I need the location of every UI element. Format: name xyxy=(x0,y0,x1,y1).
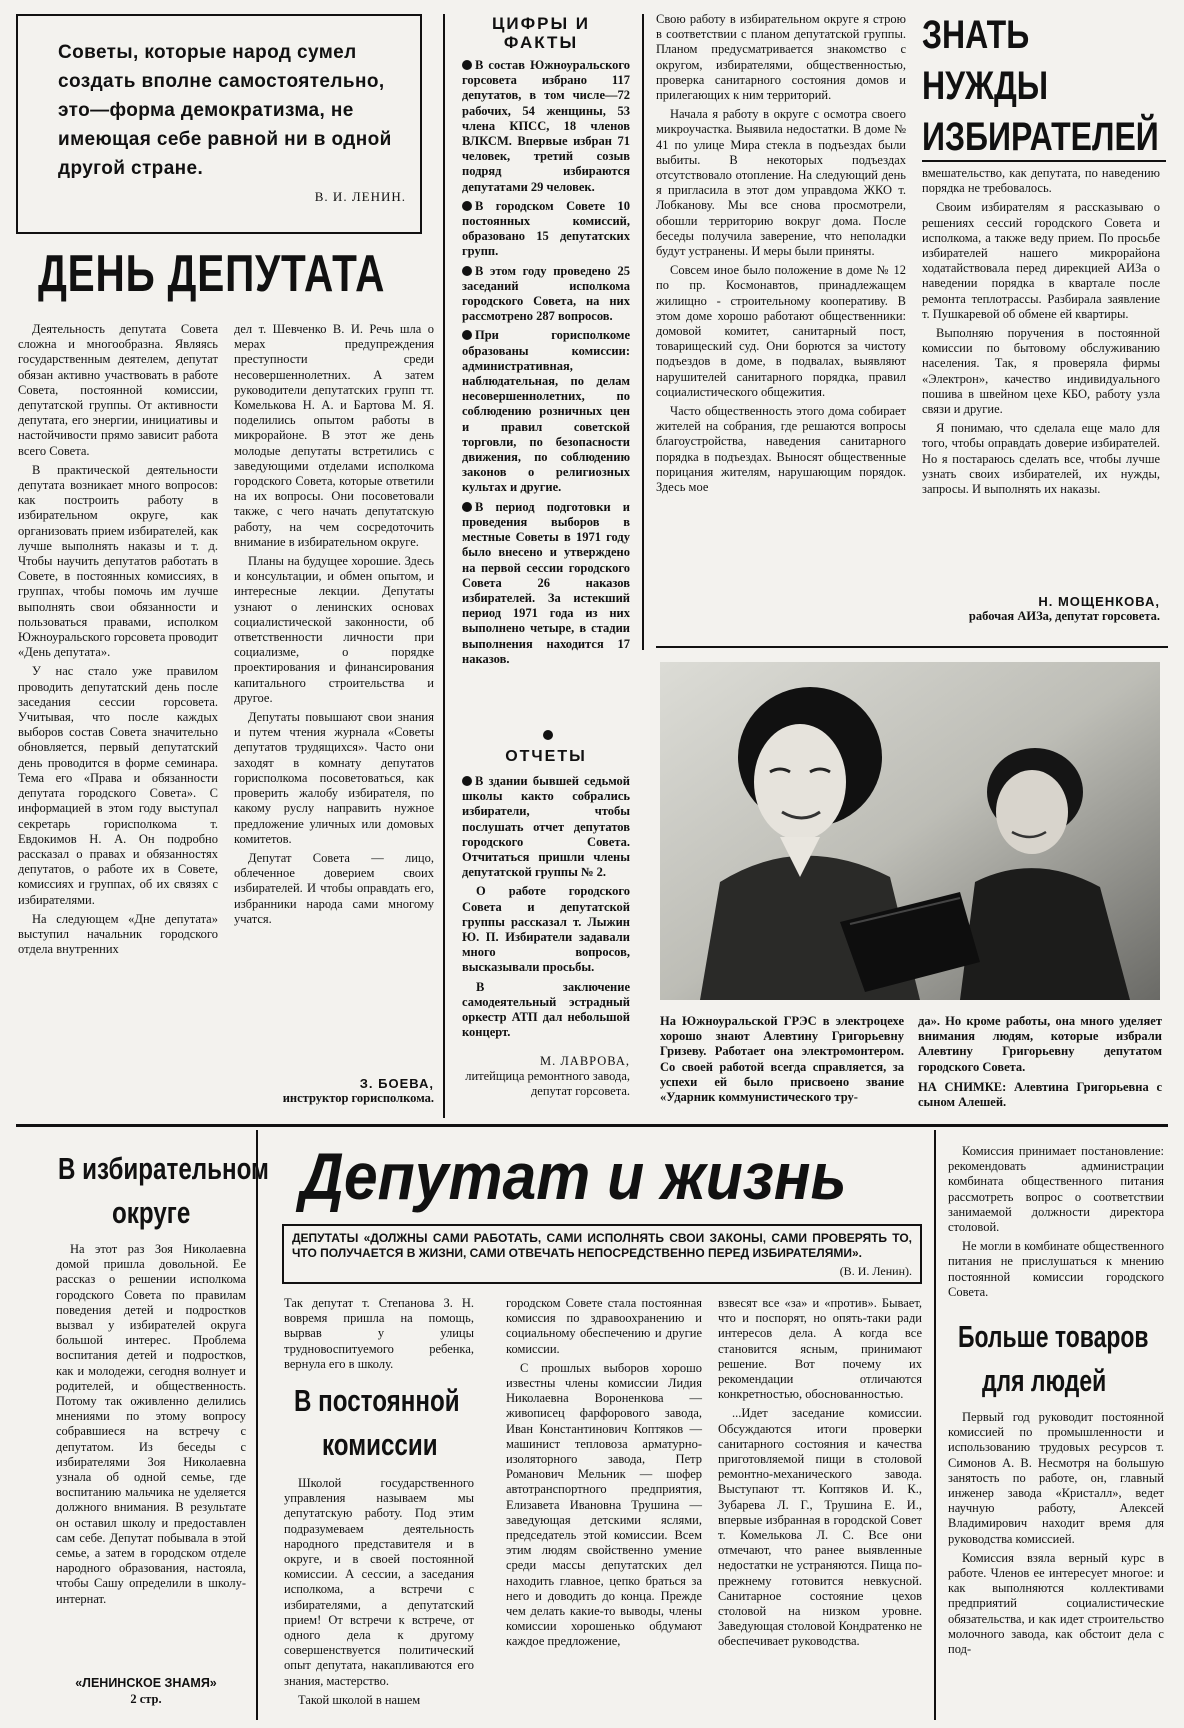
cifry-signature xyxy=(462,1054,630,1099)
cifry-title: ЦИФРЫ И ФАКТЫ xyxy=(491,14,591,52)
den-deputata-paragraph: У нас стало уже правилом проводить депутатский день после заседания сессии горсовета. Учитывая, что после каждых выборов состав Совета значительно обновляется, первый депутатский день проводится в форме семинара. Тема его «Права и обязанности депутата городского Совета». С информацией в этом году выступал секретарь горисполкома т. Евдокимов Н. А. Он подробно рассказал о правах и обязанностях депутатов, о работе их в Совете, комиссиях и группах, об их связях с избирателями. xyxy=(18,664,218,907)
znat-headline: ЗНАТЬ НУЖДЫ ИЗБИРАТЕЛЕЙ xyxy=(922,13,1159,159)
section-rule xyxy=(656,646,1168,648)
tovary-text xyxy=(948,1410,1164,1661)
znat-right-col xyxy=(922,166,1160,501)
cifry-item-text: При горисполкоме образованы комиссии: административная, наблюдательная, по делам несовершеннолетних, по соблюдению розничных цен и правил советской торговли, по безопасности движения, по соблюдению законов о религиозных культах и другие. xyxy=(462,328,630,495)
tovary-paragraph: Комиссия принимает постановление: рекомендовать администрации комбината общественного питания рассмотреть вопрос о соответствии занимаемой должности директора столовой. xyxy=(948,1144,1164,1235)
photo-image xyxy=(660,662,1160,1000)
znat-paragraph: Я понимаю, что сделала еще мало для того, чтобы оправдать доверие избирателей. Но я постараюсь сделать все, чтобы лучше узнать своих избирателей, их нужды, запросы. И выполнять их наказы. xyxy=(922,421,1160,497)
otchety-item-text: В здании бывшей седьмой школы както собрались избиратели, чтобы послушать отчет депутатов городского Совета. Отчитаться пришли члены депутатской группы № 2. xyxy=(462,774,630,880)
cifry-item-text: В состав Южноуральского горсовета избрано 117 депутатов, в том числе—72 рабочих, 54 женщины, 53 члена КПСС, 18 членов ВЛКСМ. Впервые избран 71 человек, третий созыв подряд избираются депутатами 29 человек. xyxy=(462,58,630,194)
bullet-icon xyxy=(462,60,472,70)
page-number: 2 стр. xyxy=(130,1692,162,1706)
den-deputata-paragraph: Депутат Совета — лицо, облеченное доверием своих избирателей. И чтобы оправдать его, избранники народа сами многому учатся. xyxy=(234,850,434,926)
znat-headline-rule xyxy=(922,160,1166,162)
okrug-headline-1: В избирательном xyxy=(58,1151,269,1186)
tovary-paragraph: Первый год руководит постоянной комиссией по промышленности и использованию трудовых ресурсов т. Симонов А. В. Несмотря на большую занятость по работе, он, главный инженер завода «Кристалл», ведет научную работу, Алексей Владимирович находит время для руководства комиссией. xyxy=(948,1410,1164,1546)
photo-na-snimke: НА СНИМКЕ: Алевтина Григорьевна с сыном Алешей. xyxy=(918,1080,1162,1110)
cifry-item xyxy=(462,264,630,325)
den-deputata-col2 xyxy=(234,322,434,931)
photo-caption-left: На Южноуральской ГРЭС в электроцехе хорошо знают Алевтину Григорьевну Гризеву. Работает она электромонтером. Со своей работой всегда справляется, за успехи ей было присвоено звание «Ударник коммунистического тру- xyxy=(660,1014,904,1105)
cifry-item xyxy=(462,58,630,195)
lenin-quote-box xyxy=(16,14,422,234)
den-deputata-headline: ДЕНЬ ДЕПУТАТА xyxy=(38,245,386,303)
tovary-headline-1: Больше товаров xyxy=(958,1319,1149,1354)
okrug-headline-2: округе xyxy=(112,1195,191,1230)
znat-author: Н. МОЩЕНКОВА, xyxy=(1038,594,1160,609)
komissii-intro: Так депутат т. Степанова З. Н. вовремя пришла на помощь, вырвав у улицы трудновоспитуемого ребенка, вернула его в школу. xyxy=(284,1296,474,1371)
komissii-headline-1: В постоянной xyxy=(294,1383,460,1418)
bullet-icon xyxy=(462,330,472,340)
column-rule xyxy=(256,1130,258,1720)
tovary-paragraph: Комиссия взяла верный курс в работе. Членов ее интересует многое: и как выполняются коллективами предприятий социалистические обязательства, и как идет строительство молочного завода, как обстоит дела с под- xyxy=(948,1550,1164,1657)
bullet-icon xyxy=(462,201,472,211)
okrug-paragraph: На этот раз Зоя Николаевна домой пришла довольной. Ее рассказ о решении исполкома городского Совета по правилам поведения детей и подростков вызвал у избирателей округа большой интерес. Проблема воспитания детей и подростков, как и молодежи, сегодня волнует и родителей, и общественность. Потому так оживленно делились мнениями по этому вопросу собравшиеся на встречу с депутатом. Из беседы с избирателями Зоя Николаевна узнала об одной семье, где воспитанию мальчика не уделяется должного внимания. В результате он оставил школу и предоставлен сам себе. Депутат побывала в этой семье, а затем в городском отделе народного образования, настояла, чтобы Сашу определили в школу-интернат. xyxy=(56,1242,246,1606)
den-deputata-paragraph: Деятельность депутата Совета сложна и многообразна. Являясь государственным деятелем, депутат обязан активно участвовать в работе Совета, постоянной комиссии, депутатской группы. От активности депутата, его энергии, инициативы и настойчивости прямо зависит работа всего Совета. xyxy=(18,322,218,458)
znat-paragraph: Начала я работу в округе с осмотра своего микроучастка. Выявила недостатки. В доме № 41 по улице Мира стекла в подъездах были выбиты. В некоторых подъездах отсутствовало отопление. На следующий день я пригласила в этот дом управдома ЖКО т. Лобканову. Мы все снова просмотрели, обошли территорию вокруг дома. После беседы получила заверение, что неполадки будут устранены. И меры были приняты. xyxy=(656,107,906,259)
otchety-list xyxy=(462,774,630,1044)
komissii-paragraph: взвесят все «за» и «против». Бывает, что и поспорят, но опять-таки ради интересов дела. А когда все становится ясным, принимают решение. Вот почему их рекомендации отличаются конкретностью, обоснованностью. xyxy=(718,1296,922,1402)
cifry-author-title: литейщица ремонтного завода, депутат горсовета. xyxy=(465,1069,630,1098)
paper-name: «ЛЕНИНСКОЕ ЗНАМЯ» xyxy=(75,1676,217,1690)
den-deputata-paragraph: Планы на будущее хорошие. Здесь и консультации, и обмен опытом, и интересные лекции. Депутаты узнают о ленинских основах социалистической законности, об ответственности личности при социализме, о порядке проектирования и финансирования капитального строительства и другое. xyxy=(234,554,434,705)
column-rule xyxy=(443,14,445,1118)
deputat-zhizn-quote-box xyxy=(282,1224,922,1284)
lenin-quote-author: В. И. ЛЕНИН. xyxy=(314,189,406,204)
den-deputata-paragraph: дел т. Шевченко В. И. Речь шла о мерах предупреждения преступности среди несовершеннолетних. А затем руководители депутатских групп тт. Комелькова Н. А. и Бартова М. Я. поделились опытом работы в микрорайоне. В этот же день молодые депутаты встретились с заведующими отделами исполкома городского Совета, которые ответили на их вопросы. Они посоветовали также, с чего начать депутатскую работу, на чем сосредоточить внимание в избирательном округе. xyxy=(234,322,434,549)
cifry-item-text: В городском Совете 10 постоянных комиссий, образовано 15 депутатских групп. xyxy=(462,198,630,259)
znat-paragraph: Свою работу в избирательном округе я строю в соответствии с планом депутатской группы. Планом предусматривается знакомство с округом, избирателями, общественностью, проверка санитарного состояния домов и прилегающих к ним территорий. xyxy=(656,12,906,103)
tovary-paragraph: Не могли в комбинате общественного питания не прислушаться к мнению постоянной комиссии городского Совета. xyxy=(948,1239,1164,1299)
znat-paragraph: Совсем иное было положение в доме № 12 по пр. Космонавтов, принадлежащем жилищно - строительному кооперативу. В этом доме хорошо работают общественники: домовой комитет, санитарный пост, товарищеский суд. Они борются за чистоту подъездов в доме, в подвалах, выявляют нарушителей санитарного порядка, правил социалистического общежития. xyxy=(656,263,906,399)
otchety-item: О работе городского Совета и депутатской группы рассказал т. Лыжин Ю. П. Избиратели задавали много вопросов, высказывали просьбы. xyxy=(462,884,630,975)
deputat-zhizn-quote-author: (В. И. Ленин). xyxy=(839,1264,912,1278)
tovary-top-col xyxy=(948,1144,1164,1304)
den-deputata-col1 xyxy=(18,322,218,961)
otchety-item: В заключение самодеятельный эстрадный оркестр АТП дал небольшой концерт. xyxy=(462,979,630,1040)
komissii-col2 xyxy=(506,1296,702,1654)
photo-caption-right: да». Но кроме работы, она много уделяет внимания людям, которые избрали Алевтину Григорьевну депутатом городского Совета. xyxy=(918,1014,1162,1074)
komissii-paragraph: ...Идет заседание комиссии. Обсуждаются итоги проверки санитарного состояния и качества приготовляемой пищи в столовой ремонтно-механического завода. Выступают тт. Коптяков И. К., Зубарева Л. Г., Трушина Е. И., впервые избранная в городской Совет т. Комелькова Л. С. Все они отмечают, что ранее выявленные недостатки не устраняются. Пища по-прежнему готовится невкусной. Санитарное состояние цехов столовой на низком уровне. Заведующая столовой Кондратенко не обеспечивает руководства. xyxy=(718,1406,922,1649)
cifry-list xyxy=(462,58,630,671)
komissii-headline-2: комиссии xyxy=(322,1427,438,1462)
photo xyxy=(660,662,1160,1000)
bullet-icon xyxy=(462,502,472,512)
den-deputata-paragraph: В практической деятельности депутата возникает много вопросов: как построить работу в избирательном округе, как организовать прием избирателей, как лучше выполнять наказы и т. д. Чтобы научить депутатов работать в Совете, в постоянных комиссиях, в группах, чтобы помочь им лучше выполнять свои обязанности и пользоваться правами, исполком Южноуральского горсовета проводит «День депутата». xyxy=(18,462,218,660)
znat-paragraph: Своим избирателям я рассказываю о решениях сессий городского Совета и исполкома, а также веду прием. По просьбе избирателей нашего микрорайона ходатайствовала перед дирекцией АИЗа о наведении порядка в квартале после ремонта теплотрассы. Разбирала заявление т. Пушкаревой об обмене ей квартиры. xyxy=(922,200,1160,321)
deputat-zhizn-headline: Депутат и жизнь xyxy=(300,1139,847,1213)
znat-paragraph: Выполняю поручения в постоянной комиссии по бытовому обслуживанию населения. Так, я проверяла фирмы «Электрон», качество индивидуального пошива в швейном цехе КБО, работу узла связи и другие. xyxy=(922,326,1160,417)
bullet-icon xyxy=(462,266,472,276)
komissii-col1 xyxy=(284,1476,474,1712)
column-rule xyxy=(934,1130,936,1720)
cifry-item xyxy=(462,328,630,495)
znat-paragraph: Часто общественность этого дома собирает жителей на собрания, где решаются вопросы благоустройства, наведения санитарного порядка в подъездах. Выносят общественные порицания жителям, нарушающим порядок. Здесь мое xyxy=(656,404,906,495)
den-deputata-author-title: инструктор горисполкома. xyxy=(282,1091,434,1105)
deputat-zhizn-quote: ДЕПУТАТЫ «ДОЛЖНЫ САМИ РАБОТАТЬ, САМИ ИСПОЛНЯТЬ СВОИ ЗАКОНЫ, САМИ ПРОВЕРЯТЬ ТО, ЧТО ПОЛУЧАЕТСЯ В ЖИЗНИ, САМИ ОТВЕЧАТЬ НЕПОСРЕДСТВЕННО ПЕРЕД ИЗБИРАТЕЛЯМИ». xyxy=(292,1231,912,1260)
separator-dot-icon xyxy=(543,730,553,740)
otchety-item xyxy=(462,774,630,880)
znat-signature xyxy=(922,594,1160,624)
column-rule xyxy=(642,14,644,650)
den-deputata-signature xyxy=(234,1076,434,1106)
den-deputata-paragraph: Депутаты повышают свои знания и путем чтения журнала «Советы депутатов трудящихся». Часто они заходят в комнату депутатов горисполкома посоветоваться, как проверить жалобу избирателя, по какому руслу направить нужное предложение уличных или домовых комитетов. xyxy=(234,710,434,846)
tovary-headline-2: для людей xyxy=(982,1363,1107,1398)
komissii-col3 xyxy=(718,1296,922,1654)
den-deputata-author: З. БОЕВА, xyxy=(359,1076,434,1091)
otchety-title: ОТЧЕТЫ xyxy=(505,748,587,765)
komissii-paragraph: Школой государственного управления называем мы депутатскую работу. Под этим подразумеваем деятельность народного представителя и в округе, и в своей постоянной комиссии. А сессии, а заседания исполкома, а встречи с избирателями, а депутатский прием! От встречи к встрече, от одного дела к другому совершенствуется политический опыт депутата, накапливаются его знания, мастерство. xyxy=(284,1476,474,1688)
znat-paragraph: вмешательство, как депутата, по наведению порядка не требовалось. xyxy=(922,166,1160,196)
cifry-item xyxy=(462,199,630,260)
lenin-quote-text: Советы, которые народ сумел создать вполне самостоятельно, это—форма демократизма, не имеющая себе равной ни в одной другой стране. xyxy=(58,42,392,179)
cifry-item-text: В этом году проведено 25 заседаний исполкома городского Совета, на них рассмотрено 287 вопросов. xyxy=(462,263,630,324)
cifry-author: М. ЛАВРОВА, xyxy=(539,1054,630,1068)
znat-left-col xyxy=(656,12,906,499)
okrug-text xyxy=(56,1242,246,1611)
komissii-paragraph: городском Совете стала постоянная комиссия по здравоохранению и социальному обеспечению и другие комиссии. xyxy=(506,1296,702,1356)
komissii-paragraph: С прошлых выборов хорошо известны члены комиссии Лидия Николаевна Вороненкова — живописец фарфорового завода, Иван Константинович Коптяков — машинист тепловоза арматурно-изоляторного завода, Петр Романович Мельник — шофер автотранспортного предприятия, Елизавета Ивановна Трушина — заведующая детскими яслями, председатель этой комиссии. Всем этим людям свойственно умение среди массы депутатских дел находить главное, цепко браться за него и доводить до конца. Прежде чем делать какие-то выводы, члены комиссии хорошенько обдумают каждое предложение, xyxy=(506,1360,702,1649)
znat-author-title: рабочая АИЗа, депутат горсовета. xyxy=(968,609,1160,623)
cifry-item-text: В период подготовки и проведения выборов в местные Советы в 1971 году было внесено и утверждено на первой сессии городского Совета 26 наказов избирателей. За истекший период 1971 года из них выполнено четыре, в стадии выполнения находится 17 наказов. xyxy=(462,499,630,666)
bottom-band-rule xyxy=(16,1124,1168,1127)
bullet-icon xyxy=(462,776,472,786)
den-deputata-paragraph: На следующем «Дне депутата» выступил начальник городского отдела внутренних xyxy=(18,911,218,957)
boy-face xyxy=(996,770,1068,854)
cifry-item xyxy=(462,500,630,667)
komissii-paragraph: Такой школой в нашем xyxy=(298,1692,421,1707)
woman-face xyxy=(754,724,846,840)
